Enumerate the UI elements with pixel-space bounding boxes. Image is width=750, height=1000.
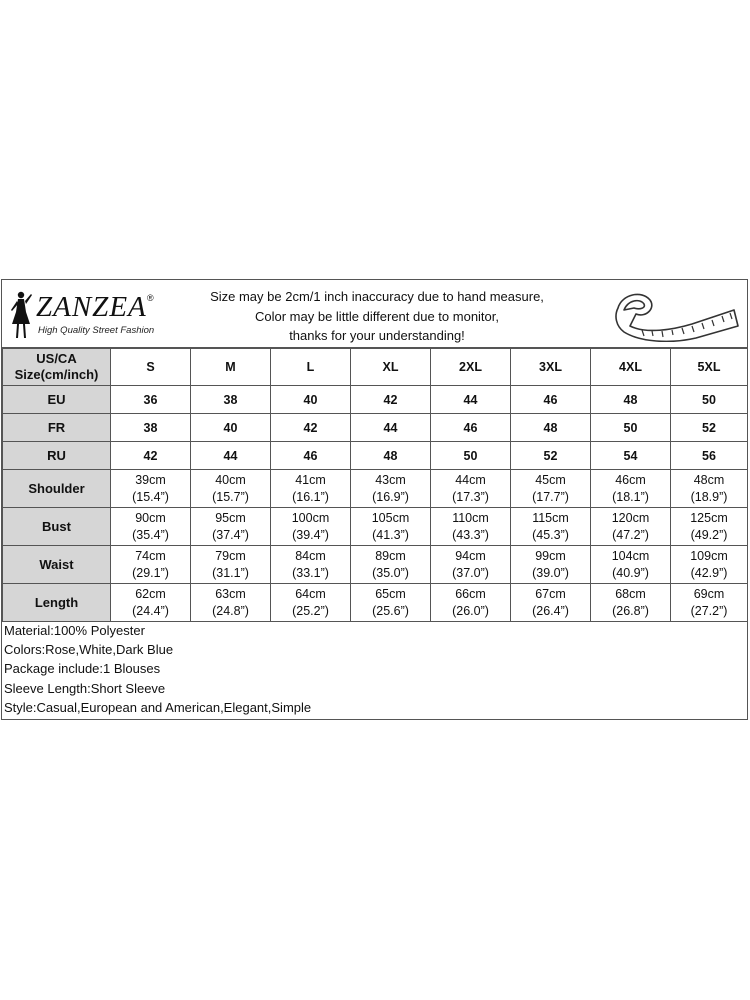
inch-value: (24.8”) [212,603,249,618]
inch-value: (31.1”) [212,565,249,580]
inch-value: (26.0”) [452,603,489,618]
inch-value: (40.9”) [612,565,649,580]
inch-value: (47.2”) [612,527,649,542]
table-cell [511,584,591,622]
table-cell: 50 [431,442,511,470]
row-label: RU [3,442,111,470]
table-cell [431,470,511,508]
table-cell: 48 [511,414,591,442]
inch-value: (26.8”) [612,603,649,618]
cm-value: 45cm [535,472,566,487]
measurement-notice [172,287,582,346]
product-details [4,621,744,717]
table-cell [671,508,748,546]
table-cell [351,546,431,584]
table-cell [271,470,351,508]
notice-line: Size may be 2cm/1 inch inaccuracy due to hand measure, [210,289,544,304]
inch-value: (18.9”) [690,489,728,504]
size-header-cell: M [191,349,271,386]
inch-value: (39.0”) [532,565,569,580]
size-table [2,348,748,622]
table-cell: 44 [191,442,271,470]
row-label: FR [3,414,111,442]
table-cell: 38 [111,414,191,442]
table-cell: 40 [271,386,351,414]
registered-mark: ® [147,293,154,303]
cm-value: 109cm [690,548,728,563]
cm-value: 48cm [693,472,725,487]
cm-value: 79cm [215,548,246,563]
cm-value: 65cm [375,586,406,601]
row-label: EU [3,386,111,414]
inch-value: (27.2”) [690,603,728,618]
table-cell [671,470,748,508]
measuring-tape-icon [612,286,740,342]
table-cell [431,546,511,584]
size-chart [1,279,748,720]
conversion-row [3,414,748,442]
inch-value: (25.6”) [372,603,409,618]
table-cell [351,470,431,508]
size-header-cell: XL [351,349,431,386]
table-cell [431,584,511,622]
inch-value: (24.4”) [132,603,169,618]
table-cell [431,508,511,546]
inch-value: (35.4”) [132,527,169,542]
table-cell: 40 [191,414,271,442]
cm-value: 43cm [375,472,406,487]
table-cell: 50 [671,386,748,414]
brand-name: ZANZEA [36,291,147,323]
measurement-row [3,508,748,546]
cm-value: 125cm [690,510,728,525]
table-cell [591,546,671,584]
inch-value: (49.2”) [690,527,728,542]
inch-value: (29.1”) [132,565,169,580]
table-cell: 44 [431,386,511,414]
conversion-row [3,386,748,414]
row-label: Length [3,584,111,622]
table-cell: 42 [351,386,431,414]
cm-value: 120cm [611,510,650,525]
inch-value: (42.9”) [690,565,728,580]
table-cell [271,508,351,546]
inch-value: (25.2”) [292,603,329,618]
fashion-figure-icon [8,290,34,340]
table-cell [511,470,591,508]
table-cell [191,470,271,508]
table-cell: 54 [591,442,671,470]
table-cell: 46 [511,386,591,414]
cm-value: 105cm [371,510,410,525]
table-cell [271,546,351,584]
row-label: Shoulder [3,470,111,508]
inch-value: (37.0”) [452,565,489,580]
cm-value: 69cm [693,586,725,601]
cm-value: 44cm [455,472,486,487]
cm-value: 66cm [455,586,486,601]
table-cell: 52 [671,414,748,442]
cm-value: 89cm [375,548,406,563]
row-label: Waist [3,546,111,584]
size-chart-header [2,280,747,348]
table-cell: 46 [431,414,511,442]
inch-value: (17.3”) [452,489,489,504]
table-cell: 46 [271,442,351,470]
size-header-corner [3,349,111,386]
inch-value: (43.3”) [452,527,489,542]
inch-value: (39.4”) [292,527,329,542]
table-cell: 56 [671,442,748,470]
table-cell: 48 [351,442,431,470]
table-cell [351,508,431,546]
table-cell [511,508,591,546]
brand-tagline: High Quality Street Fashion [38,325,155,336]
table-cell [591,584,671,622]
table-cell [671,584,748,622]
cm-value: 99cm [535,548,566,563]
cm-value: 84cm [295,548,326,563]
table-cell [671,546,748,584]
cm-value: 115cm [532,510,569,525]
cm-value: 110cm [452,510,489,525]
brand-logo [8,288,158,342]
table-cell: 44 [351,414,431,442]
cm-value: 104cm [611,548,650,563]
inch-value: (37.4”) [212,527,249,542]
detail-colors: Colors:Rose,White,Dark Blue [4,642,174,658]
table-cell [191,584,271,622]
corner-label: Size(cm/inch) [14,367,99,382]
table-cell [511,546,591,584]
table-cell: 42 [271,414,351,442]
inch-value: (41.3”) [372,527,409,542]
table-cell [351,584,431,622]
inch-value: (18.1”) [612,489,649,504]
table-cell [111,470,191,508]
corner-label: US/CA [36,351,77,366]
measurement-row [3,546,748,584]
size-header-cell: 5XL [671,349,748,386]
inch-value: (16.9”) [372,489,409,504]
table-cell: 42 [111,442,191,470]
table-cell: 50 [591,414,671,442]
detail-sleeve-length: Sleeve Length:Short Sleeve [4,680,166,696]
measurement-row [3,470,748,508]
inch-value: (15.7”) [212,489,249,504]
inch-value: (33.1”) [292,565,329,580]
table-cell [591,470,671,508]
inch-value: (17.7”) [532,489,569,504]
conversion-row [3,442,748,470]
cm-value: 63cm [215,586,246,601]
cm-value: 46cm [615,472,646,487]
cm-value: 39cm [135,472,166,487]
detail-material: Material:100% Polyester [4,623,145,638]
cm-value: 74cm [135,548,166,563]
cm-value: 40cm [215,472,246,487]
table-cell: 48 [591,386,671,414]
row-label: Bust [3,508,111,546]
size-header-cell: 4XL [591,349,671,386]
size-header-row [3,349,748,386]
cm-value: 62cm [135,586,166,601]
cm-value: 95cm [215,510,246,525]
table-cell: 52 [511,442,591,470]
cm-value: 68cm [615,586,646,601]
size-header-cell: S [111,349,191,386]
cm-value: 90cm [135,510,166,525]
table-cell: 36 [111,386,191,414]
table-cell [111,584,191,622]
inch-value: (16.1”) [292,489,329,504]
size-header-cell: 2XL [431,349,511,386]
table-cell [191,508,271,546]
table-cell [111,508,191,546]
detail-style: Style:Casual,European and American,Elegant,Simple [4,699,312,715]
table-cell [271,584,351,622]
inch-value: (26.4”) [532,603,569,618]
size-header-cell: L [271,349,351,386]
cm-value: 100cm [291,510,330,525]
cm-value: 64cm [295,586,326,601]
measurement-row [3,584,748,622]
cm-value: 67cm [535,586,566,601]
inch-value: (35.0”) [372,565,409,580]
table-cell [111,546,191,584]
inch-value: (45.3”) [532,527,569,542]
table-cell [191,546,271,584]
detail-package: Package include:1 Blouses [4,661,161,677]
table-cell: 38 [191,386,271,414]
notice-line: Color may be little different due to monitor, [255,308,499,324]
size-header-cell: 3XL [511,349,591,386]
cm-value: 94cm [455,548,486,563]
table-cell [591,508,671,546]
inch-value: (15.4”) [132,489,169,504]
cm-value: 41cm [295,472,326,487]
notice-line: thanks for your understanding! [289,328,465,343]
